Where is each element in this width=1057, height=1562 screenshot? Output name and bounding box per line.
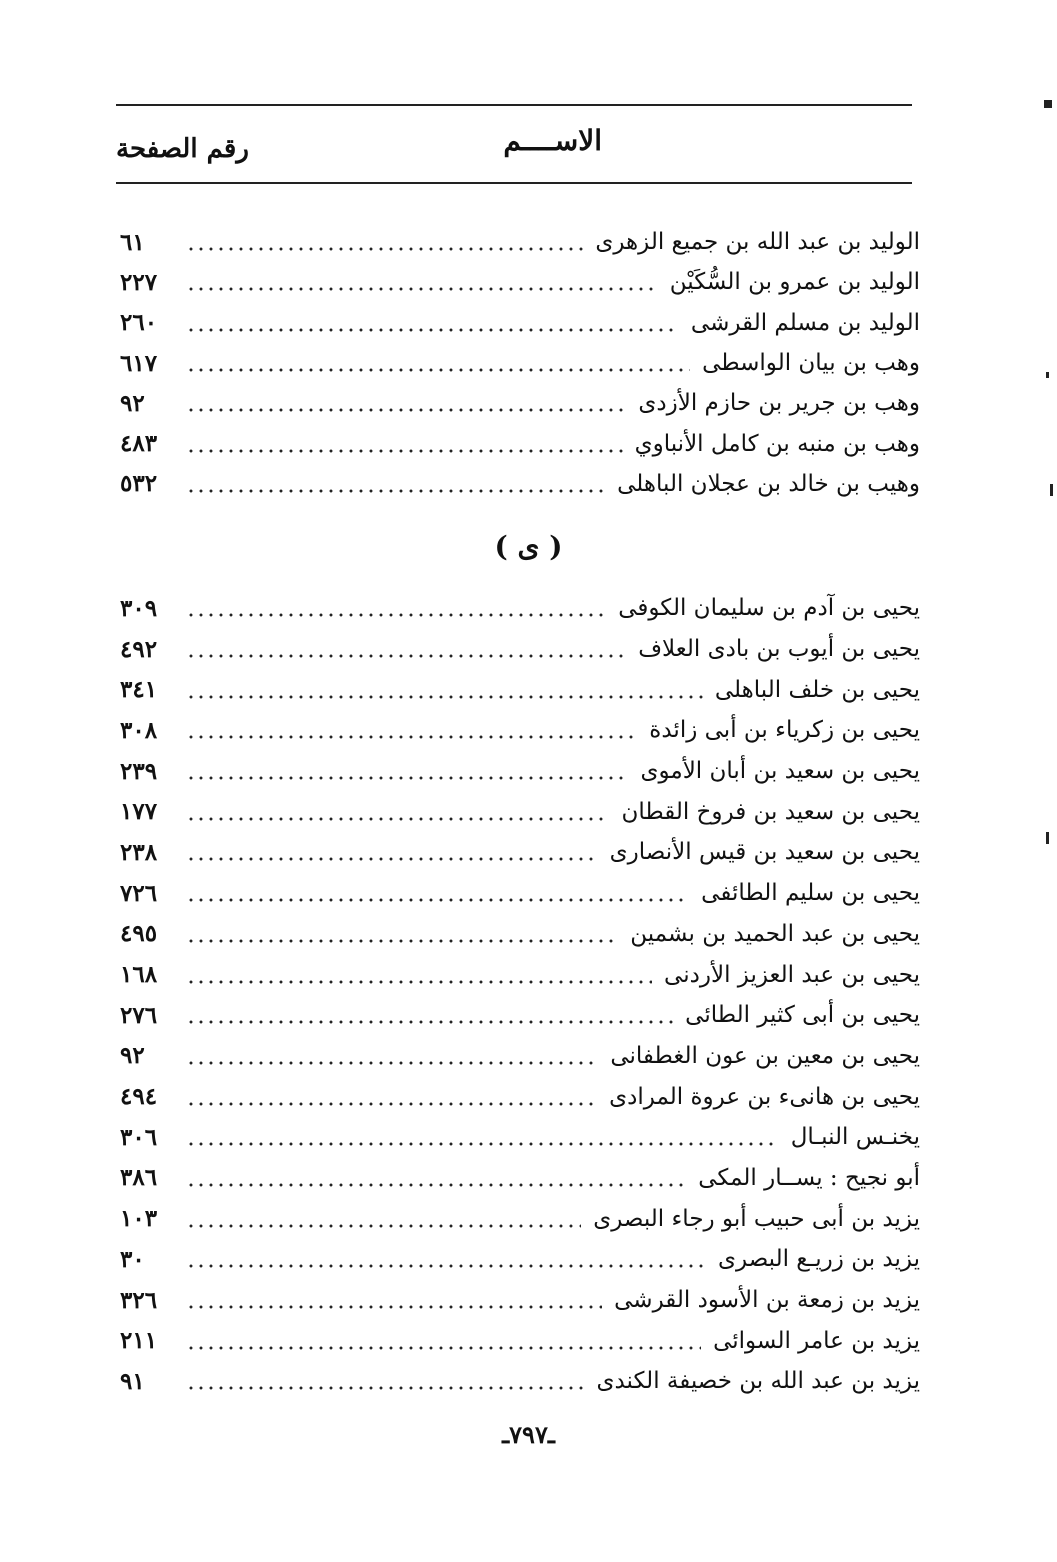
entry-page-number: ٩٢ [120, 1042, 145, 1070]
index-entry [120, 303, 920, 343]
dot-leader [186, 284, 658, 294]
entry-name: يحيى بن خلف الباهلى [714, 676, 920, 703]
index-entry [120, 710, 920, 751]
entry-page-number: ٧٢٦ [120, 879, 158, 907]
entry-name: يحيى بن عبد الحميد بن بشمين [630, 920, 920, 947]
index-list-waw [120, 222, 920, 504]
dot-leader [186, 1017, 673, 1027]
dot-leader [186, 977, 652, 987]
entry-name: يزيد بن عامر السوائى [713, 1327, 920, 1354]
entry-name: يحيى بن عبد العزيز الأردنى [664, 961, 920, 988]
dot-leader [186, 651, 626, 661]
scan-edge-mark [1046, 372, 1049, 378]
dot-leader [186, 1099, 597, 1109]
entry-name: يخنـس النبـال [790, 1124, 920, 1151]
entry-page-number: ٣٠٦ [120, 1123, 158, 1151]
entry-name: يحيى بن آدم بن سليمان الكوفى [618, 595, 920, 622]
index-entry [120, 423, 920, 463]
entry-name: يحيى بن معين بن عون الغطفانى [610, 1042, 920, 1069]
entry-page-number: ١٧٧ [120, 798, 158, 826]
index-entry [120, 954, 920, 995]
dot-leader [186, 936, 618, 946]
entry-page-number: ٦١٧ [120, 349, 158, 377]
dot-leader [186, 1221, 581, 1231]
dot-leader [186, 1139, 779, 1149]
dot-leader [186, 692, 703, 702]
dot-leader [186, 446, 623, 456]
entry-name: يحيى بن سعيد بن قيس الأنصارى [609, 839, 920, 866]
dot-leader [186, 1180, 686, 1190]
index-entry [120, 1361, 920, 1402]
entry-page-number: ٩١ [120, 1367, 145, 1395]
entry-page-number: ٤٨٣ [120, 430, 158, 458]
index-entry [120, 791, 920, 832]
dot-leader [186, 1343, 701, 1353]
entry-name: يزيد بن عبد الله بن خصيفة الكندى [596, 1368, 920, 1395]
entry-name: يحيى بن أيوب بن بادى العلاف [638, 636, 920, 663]
index-entry [120, 629, 920, 670]
entry-page-number: ٦١ [120, 228, 145, 256]
entry-page-number: ٩٢ [120, 389, 145, 417]
index-entry [120, 1036, 920, 1077]
index-entry [120, 222, 920, 262]
entry-name: يزيد بن زمعة بن الأسود القرشى [614, 1287, 920, 1314]
dot-leader [186, 610, 606, 620]
scan-edge-mark [1050, 484, 1053, 496]
entry-page-number: ٤٩٤ [120, 1083, 158, 1111]
entry-page-number: ٤٩٢ [120, 635, 158, 663]
index-list-ya [120, 588, 920, 1402]
index-entry [120, 1198, 920, 1239]
entry-name: يحيى بن سليم الطائفى [701, 880, 920, 907]
index-entry [120, 1280, 920, 1321]
scan-edge-mark [1044, 100, 1052, 108]
entry-page-number: ٢٦٠ [120, 309, 158, 337]
entry-page-number: ٢٢٧ [120, 268, 158, 296]
index-entry [120, 588, 920, 629]
scan-edge-mark [1046, 832, 1049, 844]
dot-leader [186, 365, 690, 375]
index-entry [120, 1076, 920, 1117]
entry-page-number: ٢٧٦ [120, 1001, 158, 1029]
entry-page-number: ٣٠٩ [120, 594, 158, 622]
entry-page-number: ٣٨٦ [120, 1164, 158, 1192]
index-entry [120, 751, 920, 792]
index-entry [120, 262, 920, 302]
entry-name: وهيب بن خالد بن عجلان الباهلى [617, 470, 920, 497]
entry-page-number: ٥٣٢ [120, 470, 158, 498]
entry-page-number: ٢٣٨ [120, 838, 158, 866]
index-entry [120, 873, 920, 914]
entry-name: وهب بن جرير بن حازم الأزدى [638, 390, 920, 417]
dot-leader [186, 1058, 598, 1068]
entry-name: الوليد بن عمرو بن السُّكَيْن [669, 269, 920, 296]
dot-leader [186, 732, 637, 742]
entry-name: يحيى بن أبى كثير الطائى [685, 1002, 920, 1029]
index-entry [120, 1320, 920, 1361]
dot-leader [186, 486, 605, 496]
name-column-heading: الاســــم [503, 124, 602, 157]
section-letter-ya: ( ى ) [494, 530, 563, 563]
entry-name: يحيى بن سعيد بن فروخ القطان [621, 798, 920, 825]
index-entry [120, 914, 920, 955]
entry-page-number: ١٦٨ [120, 961, 158, 989]
entry-name: يحيى بن هانىء بن عروة المرادى [609, 1083, 920, 1110]
entry-name: وهب بن بيان الواسطى [702, 350, 920, 377]
entry-name: يحيى بن زكرياء بن أبى زائدة [649, 717, 920, 744]
entry-page-number: ٣٠٨ [120, 716, 158, 744]
header-top-rule [116, 104, 912, 106]
header-bottom-rule [116, 182, 912, 184]
dot-leader [186, 405, 626, 415]
dot-leader [186, 814, 609, 824]
page-column-heading: رقم الصفحة [116, 134, 249, 164]
entry-name: الوليد بن مسلم القرشى [690, 309, 920, 336]
index-entry [120, 1158, 920, 1199]
entry-page-number: ٤٩٥ [120, 920, 158, 948]
index-entry [120, 464, 920, 504]
entry-page-number: ٣٢٦ [120, 1286, 158, 1314]
dot-leader [186, 895, 689, 905]
entry-name: أبو نجيح : يســار المكى [698, 1164, 920, 1191]
index-entry [120, 995, 920, 1036]
entry-page-number: ١٠٣ [120, 1205, 158, 1233]
entry-name: يحيى بن سعيد بن أبان الأموى [640, 758, 920, 785]
dot-leader [186, 325, 679, 335]
index-entry [120, 383, 920, 423]
entry-name: يزيد بن زريـع البصرى [718, 1246, 920, 1273]
index-entry [120, 669, 920, 710]
index-entry [120, 832, 920, 873]
dot-leader [186, 773, 628, 783]
page-number: ـ٧٩٧ـ [502, 1420, 555, 1449]
dot-leader [186, 1261, 706, 1271]
dot-leader [186, 854, 598, 864]
dot-leader [186, 1302, 602, 1312]
entry-name: الوليد بن عبد الله بن جميع الزهرى [595, 229, 920, 256]
entry-page-number: ٢١١ [120, 1327, 158, 1355]
dot-leader [186, 244, 583, 254]
entry-page-number: ٣٠ [120, 1245, 145, 1273]
index-entry [120, 1239, 920, 1280]
table-header [116, 124, 912, 172]
index-entry [120, 343, 920, 383]
dot-leader [186, 1383, 584, 1393]
entry-name: يزيد بن أبى حبيب أبو رجاء البصرى [593, 1205, 920, 1232]
index-entry [120, 1117, 920, 1158]
entry-page-number: ٢٣٩ [120, 757, 158, 785]
entry-page-number: ٣٤١ [120, 676, 158, 704]
entry-name: وهب بن منبه بن كامل الأنباوي [634, 430, 920, 457]
